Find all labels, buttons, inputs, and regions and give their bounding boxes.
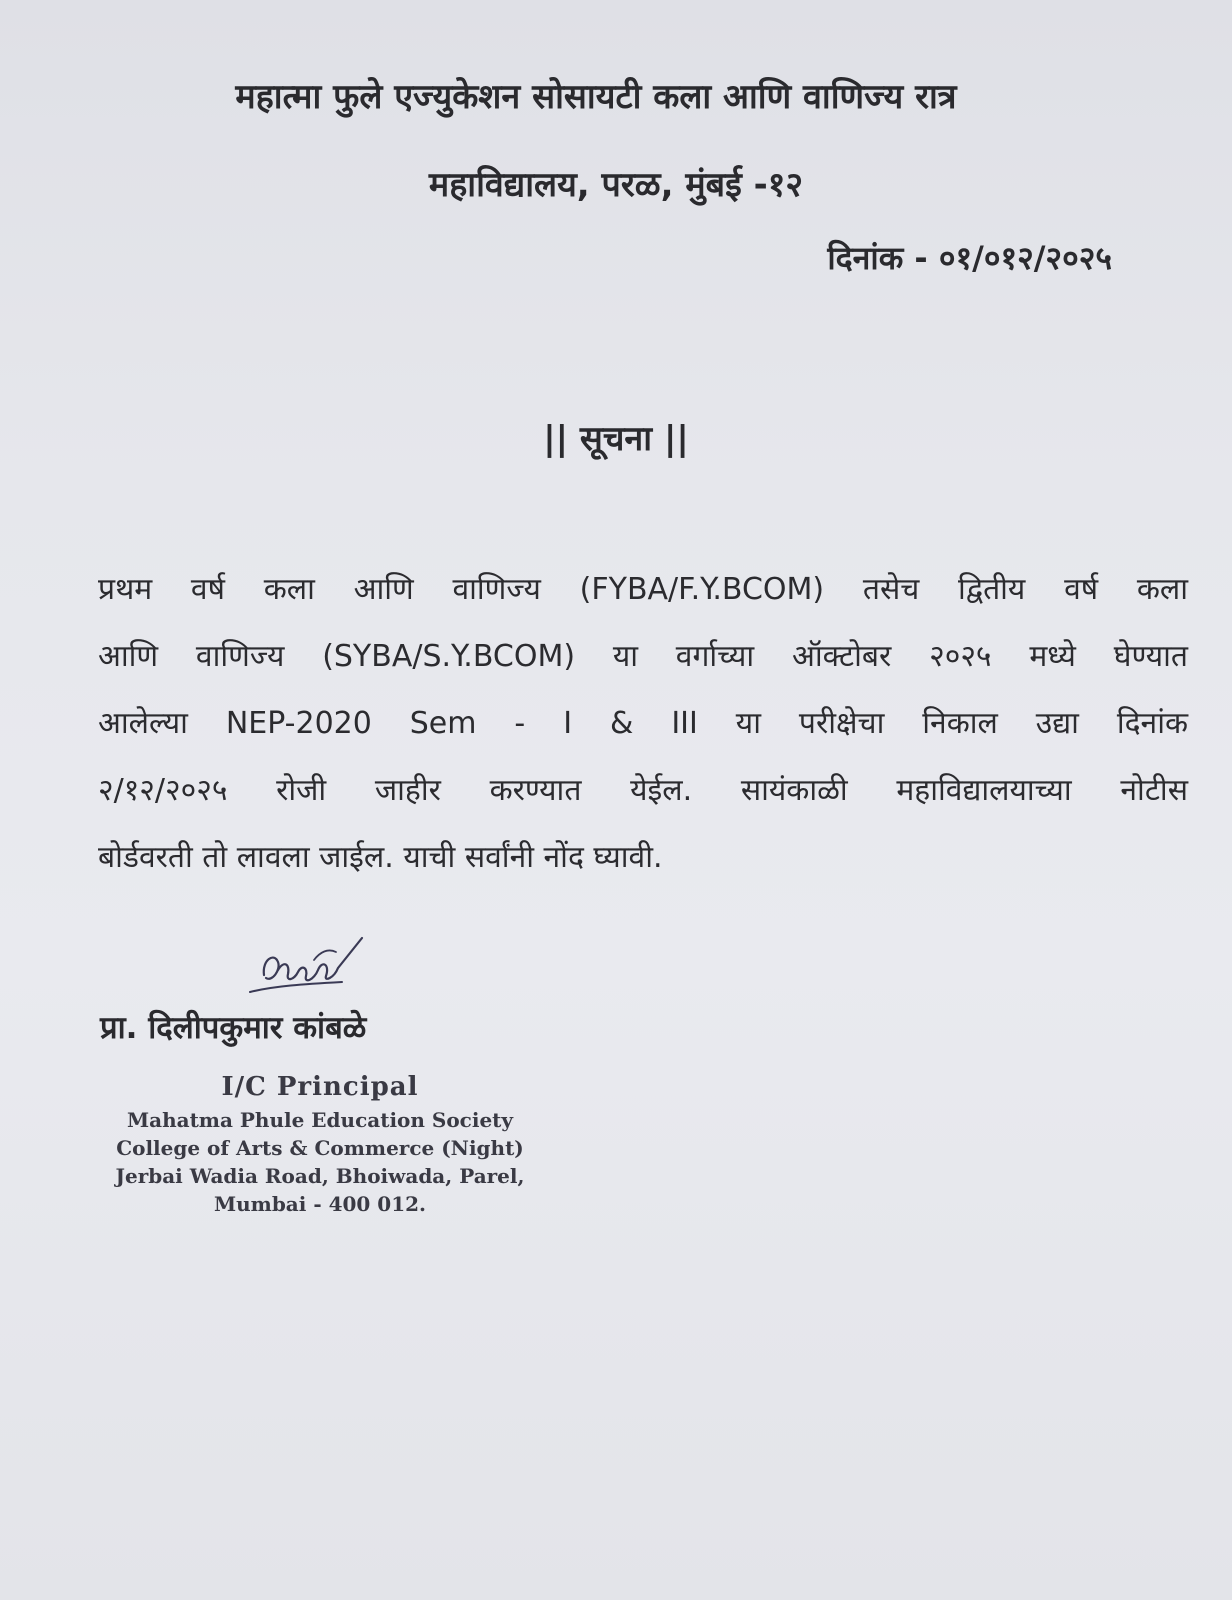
stamp-title: I/C Principal (221, 1072, 419, 1102)
notice-body (98, 556, 1188, 891)
handwritten-signature (244, 930, 374, 1010)
notice-body-line: बोर्डवरती तो लावला जाईल. याची सर्वांनी नोंद घ्यावी. (98, 840, 663, 875)
signatory-name: प्रा. दिलीपकुमार कांबळे (100, 1010, 367, 1046)
notice-body-line: आणि वाणिज्य (SYBA/S.Y.BCOM) या वर्गाच्या ऑक्टोबर २०२५ मध्ये घेण्यात (98, 639, 1188, 674)
notice-body-line: प्रथम वर्ष कला आणि वाणिज्य (FYBA/F.Y.BCOM) तसेच द्वितीय वर्ष कला (98, 572, 1188, 607)
stamp-line: College of Arts & Commerce (Night) (116, 1136, 524, 1160)
stamp-line: Jerbai Wadia Road, Bhoiwada, Parel, (115, 1164, 525, 1188)
notice-body-line: २/१२/२०२५ रोजी जाहीर करण्यात येईल. सायंकाळी महाविद्यालयाच्या नोटीस (98, 773, 1188, 808)
college-name-line-1: महात्मा फुले एज्युकेशन सोसायटी कला आणि वाणिज्य रात्र (235, 77, 957, 117)
stamp-line: Mumbai - 400 012. (213, 1192, 427, 1216)
notice-body-line: आलेल्या NEP-2020 Sem - I & III या परीक्षेचा निकाल उद्या दिनांक (98, 706, 1188, 741)
notice-heading: || सूचना || (543, 419, 689, 459)
stamp-line: Mahatma Phule Education Society (126, 1108, 514, 1132)
notice-date: दिनांक - ०१/०१२/२०२५ (827, 239, 1112, 277)
college-name-line-2: महाविद्यालय, परळ, मुंबई -१२ (428, 165, 804, 205)
principal-stamp (110, 1072, 530, 1218)
